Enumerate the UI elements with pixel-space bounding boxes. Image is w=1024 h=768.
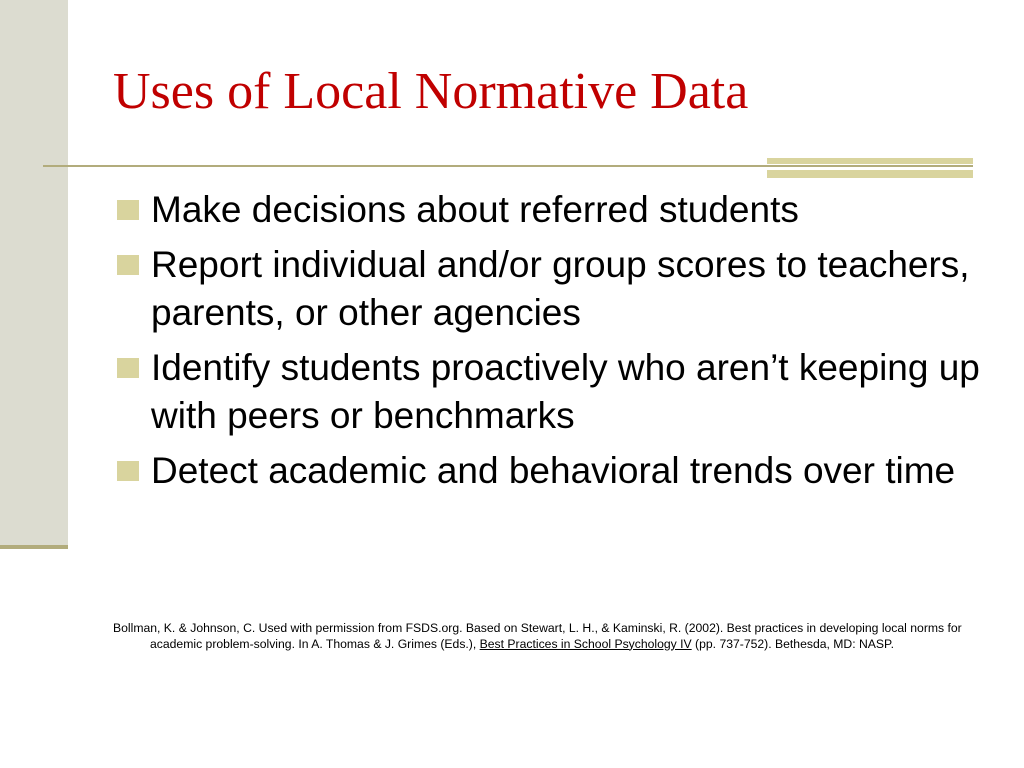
square-bullet-icon xyxy=(117,461,139,481)
title-divider-line xyxy=(43,165,973,167)
square-bullet-icon xyxy=(117,358,139,378)
citation xyxy=(113,621,995,652)
left-decorative-bar xyxy=(0,0,68,548)
divider-accent-block-bottom xyxy=(767,170,973,178)
bullet-item xyxy=(113,241,993,337)
divider-accent-block-top xyxy=(767,158,973,164)
bullet-text: Identify students proactively who aren’t keeping up with peers or benchmarks xyxy=(151,347,980,436)
bullet-text: Detect academic and behavioral trends over time xyxy=(151,450,956,491)
bullet-text: Report individual and/or group scores to teachers, parents, or other agencies xyxy=(151,244,970,333)
citation-text-after: (pp. 737-752). Bethesda, MD: NASP. xyxy=(691,636,895,651)
left-bar-underline xyxy=(0,545,68,549)
slide-title: Uses of Local Normative Data xyxy=(113,63,749,120)
bullet-text: Make decisions about referred students xyxy=(151,189,799,230)
bullet-item xyxy=(113,186,993,234)
square-bullet-icon xyxy=(117,200,139,220)
bullet-item xyxy=(113,344,993,440)
citation-book-title: Best Practices in School Psychology IV xyxy=(479,636,692,651)
bullet-item xyxy=(113,447,993,495)
citation-text-before: Bollman, K. & Johnson, C. Used with permission from FSDS.org. Based on Stewart, L. H., & Kaminski, R. (2002). Best practices in developing local norms for academic problem-solving. In A. Thomas & J. Grimes (Eds.), xyxy=(113,621,962,651)
bullet-list xyxy=(113,186,993,502)
square-bullet-icon xyxy=(117,255,139,275)
